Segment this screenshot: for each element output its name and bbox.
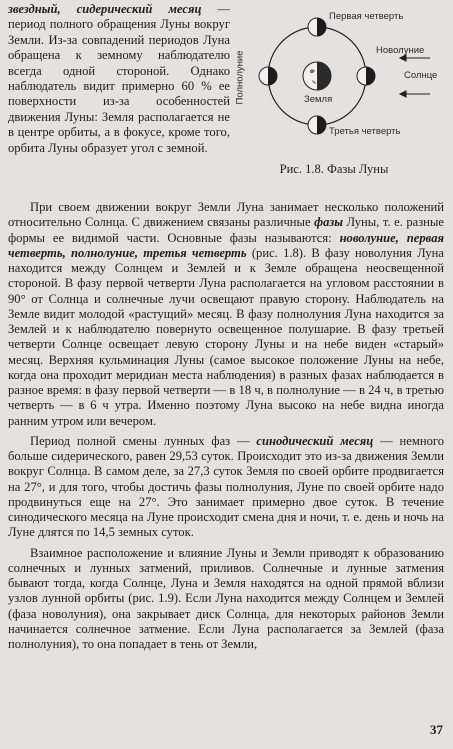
new-moon-icon: [357, 67, 375, 85]
text-run: — немного больше сидерического, равен 29,53 суток. Происходит это из-за движения Земли вокруг Солнца. В самом деле, за 27,3 суток Земля по своей орбите продвигается на 27°, и для того, чтобы достичь фазы полнолуния, Луне по своей орбите надо продвинуться еще на 27°. Это занимает примерно двое суток. В течение синодического месяца на Луне происходит смена дня и ночи, т. е. день и ночь на Луне длятся по 14,5 земных суток.: [8, 433, 445, 540]
sun-label: Солнце: [404, 70, 438, 81]
lead-paragraph: [8, 2, 230, 156]
first-quarter-label: Первая четверть: [329, 11, 404, 22]
full-moon-label: Полнолуние: [234, 50, 246, 105]
paragraph-phases: [8, 200, 444, 429]
first-quarter-moon-icon: [308, 18, 326, 36]
earth-icon: [303, 62, 331, 90]
moon-phases-figure: [232, 0, 453, 180]
full-moon-icon: [259, 67, 277, 85]
moon-phases-diagram: [232, 0, 453, 180]
earth-label: Земля: [304, 94, 333, 105]
paragraph-eclipses: Взаимное расположение и влияние Луны и Земли приводят к образованию солнечных и лунных затмений, приливов. Солнечные и лунные затмения бывают тогда, когда Солнце, Луна и Земля находятся на одной прямой вблизи узлов лунной орбиты (рис. 1.9). Если Луна находится между Солнцем и Землей (фаза новолуния), она закрывает диск Солнца, для некоторых районов Земли начинается солнечное затмение. Если Луна располагается за Землей (фаза полнолуния), то она попадает в тень от Земли,: [8, 545, 444, 651]
text-run: Период полной смены лунных фаз —: [30, 433, 257, 448]
third-quarter-label: Третья четверть: [329, 126, 401, 137]
phases-list: новолуние, первая четверть, полнолуние, третья четверть: [8, 230, 444, 260]
figure-caption: Рис. 1.8. Фазы Луны: [279, 162, 389, 176]
synodic-month-term: синодический месяц: [256, 433, 374, 448]
sidereal-month-term: звездный, сидерический месяц: [8, 2, 202, 16]
third-quarter-moon-icon: [308, 116, 326, 134]
lead-text: — период полного обращения Луны вокруг Земли. Из-за совпадений периодов Луна обращена к земному наблюдателю всегда одной стороной. Однако наблюдатель видит примерно 60 % ее поверхности из-за особенностей движения Луны: Земля располагается не в центре орбиты, а в фокусе, кроме того, орбита Луны образует угол с земной.: [8, 2, 230, 155]
new-moon-label: Новолуние: [376, 45, 425, 56]
text-run: При своем движении вокруг Земли Луна занимает несколько положений относительно Солнца. С движением связаны различные: [8, 200, 444, 230]
text-run: (рис. 1.8). В фазу новолуния Луна находится между Солнцем и Землей и к Земле обращена неосвещенной стороной. В фазу первой четверти Луна располагается на угловом расстоянии в 90° от Солнца и солнечные лучи освещают правую сторону. Наблюдатель на Земле видит молодой «растущий» месяц. В фазу полнолуния Луна находится за Землей и к наблюдателю повернуто освещенное полушарие. В фазу третьей четверти Солнце освещает левую сторону Луны и на небе виден «старый» месяц. Верхняя кульминация Луны (самое высокое положение Луны на небе, когда она проходит меридиан места наблюдения) в разных фазах наблюдается в разное время: в фазу первой четверти — в 18 ч, в полнолуние — в 24 ч, в третью четверть — в 6 ч утра. Именно поэтому Луна высоко на небе видна иногда ранним утром или вечером.: [8, 245, 444, 428]
page-number: 37: [430, 722, 443, 737]
phases-term: фазы: [314, 215, 344, 230]
text-run: Луны, т. е. разные формы ее видимой части. Основные фазы называются:: [8, 215, 444, 245]
paragraph-synodic: [8, 434, 444, 541]
body-text: [8, 200, 444, 652]
